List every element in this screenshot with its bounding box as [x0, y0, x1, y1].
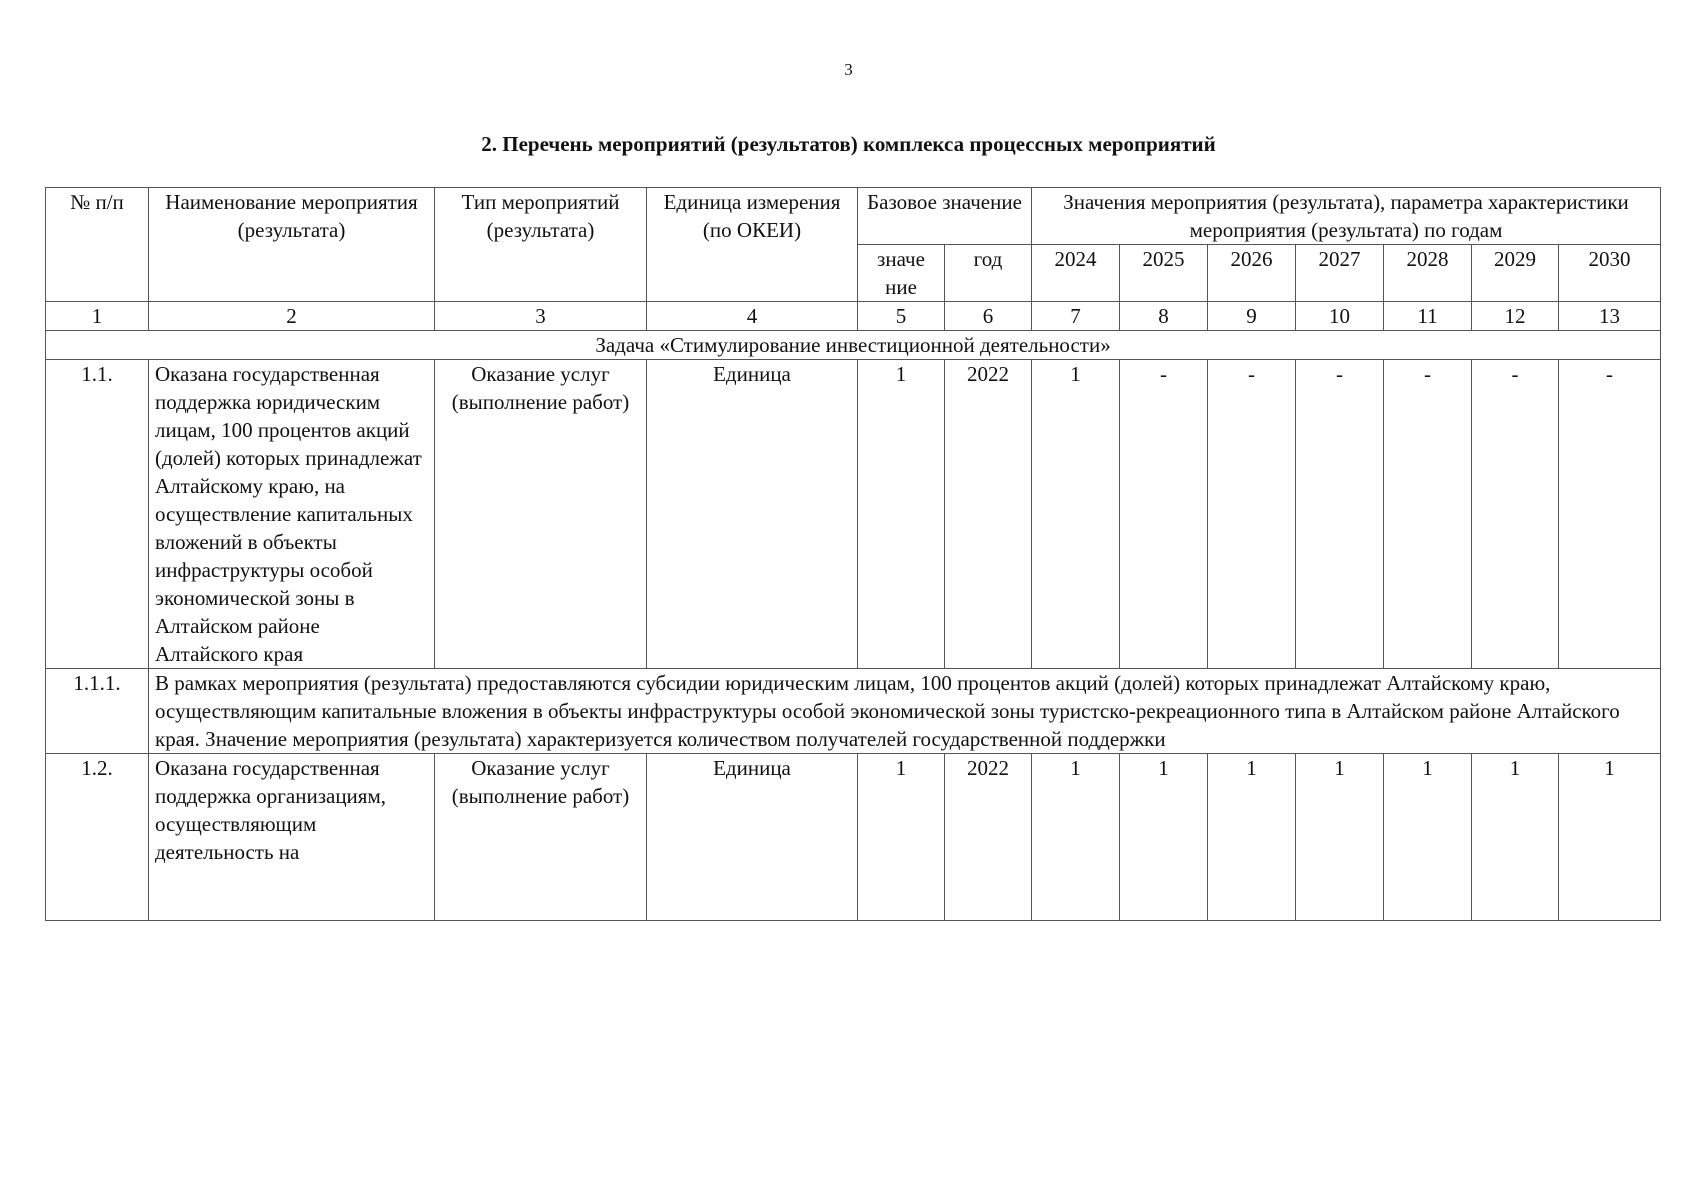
header-row — [46, 188, 1661, 245]
event-base-year: 2022 — [945, 754, 1032, 921]
event-year-value: - — [1559, 360, 1661, 669]
event-name: Оказана государственная поддержка организациям, осуществляющим деятельность на — [155, 756, 386, 864]
event-type: Оказание услуг (выполнение работ) — [435, 754, 647, 921]
event-row-1-2 — [46, 754, 1661, 921]
event-num: 1.2. — [46, 754, 149, 921]
header-name: Наименование мероприятия (результата) — [149, 188, 435, 302]
column-number-row — [46, 302, 1661, 331]
event-type: Оказание услуг (выполнение работ) — [435, 360, 647, 669]
event-year-value: 1 — [1559, 754, 1661, 921]
header-values: Значения мероприятия (результата), параметра характеристики мероприятия (результата) по годам — [1032, 188, 1661, 245]
event-unit: Единица — [647, 754, 858, 921]
section-title: 2. Перечень мероприятий (результатов) комплекса процессных мероприятий — [481, 132, 1216, 156]
note-row-1-1-1 — [46, 669, 1661, 754]
column-number: 7 — [1032, 302, 1120, 331]
header-year: 2026 — [1208, 245, 1296, 302]
event-year-value: 1 — [1032, 754, 1120, 921]
header-year: 2030 — [1559, 245, 1661, 302]
event-num: 1.1. — [46, 360, 149, 669]
event-base-value: 1 — [858, 754, 945, 921]
header-year: 2027 — [1296, 245, 1384, 302]
event-year-value: - — [1208, 360, 1296, 669]
note-num: 1.1.1. — [46, 669, 149, 754]
header-base-value: значе ние — [858, 245, 945, 302]
column-number: 3 — [435, 302, 647, 331]
event-year-value: 1 — [1472, 754, 1559, 921]
event-year-value: 1 — [1208, 754, 1296, 921]
header-year: 2029 — [1472, 245, 1559, 302]
header-type: Тип мероприятий (результата) — [435, 188, 647, 302]
header-year: 2028 — [1384, 245, 1472, 302]
column-number: 2 — [149, 302, 435, 331]
column-number: 1 — [46, 302, 149, 331]
event-row-1-1 — [46, 360, 1661, 669]
event-name: Оказана государственная поддержка юридическим лицам, 100 процентов акций (долей) которых принадлежат Алтайскому краю, на осуществление капитальных вложений в объекты инфраструктуры особой экономической зоны в Алтайском районе Алтайского края — [149, 360, 435, 669]
header-year: 2025 — [1120, 245, 1208, 302]
header-base-year: год — [945, 245, 1032, 302]
column-number: 10 — [1296, 302, 1384, 331]
column-number: 8 — [1120, 302, 1208, 331]
column-number: 13 — [1559, 302, 1661, 331]
event-base-value: 1 — [858, 360, 945, 669]
column-number: 4 — [647, 302, 858, 331]
event-year-value: - — [1384, 360, 1472, 669]
column-number: 6 — [945, 302, 1032, 331]
event-unit: Единица — [647, 360, 858, 669]
header-unit: Единица измерения (по ОКЕИ) — [647, 188, 858, 302]
column-number: 12 — [1472, 302, 1559, 331]
header-num: № п/п — [46, 188, 149, 302]
column-number: 9 — [1208, 302, 1296, 331]
header-base: Базовое значение — [858, 188, 1032, 245]
event-year-value: 1 — [1120, 754, 1208, 921]
column-number: 5 — [858, 302, 945, 331]
task-row — [46, 331, 1661, 360]
header-year: 2024 — [1032, 245, 1120, 302]
event-base-year: 2022 — [945, 360, 1032, 669]
task-title: Задача «Стимулирование инвестиционной деятельности» — [46, 331, 1661, 360]
event-year-value: 1 — [1384, 754, 1472, 921]
event-year-value: - — [1296, 360, 1384, 669]
column-number: 11 — [1384, 302, 1472, 331]
note-text: В рамках мероприятия (результата) предоставляются субсидии юридическим лицам, 100 процентов акций (долей) которых принадлежат Алтайскому краю, осуществляющим капитальные вложения в объекты инфраструктуры особой экономической зоны туристско-рекреационного типа в Алтайском районе Алтайского края. Значение мероприятия (результата) характеризуется количеством получателей государственной поддержки — [149, 669, 1661, 754]
event-year-value: 1 — [1296, 754, 1384, 921]
page-number: 3 — [844, 60, 853, 79]
event-year-value: - — [1472, 360, 1559, 669]
event-year-value: - — [1120, 360, 1208, 669]
events-table — [45, 187, 1661, 921]
event-year-value: 1 — [1032, 360, 1120, 669]
